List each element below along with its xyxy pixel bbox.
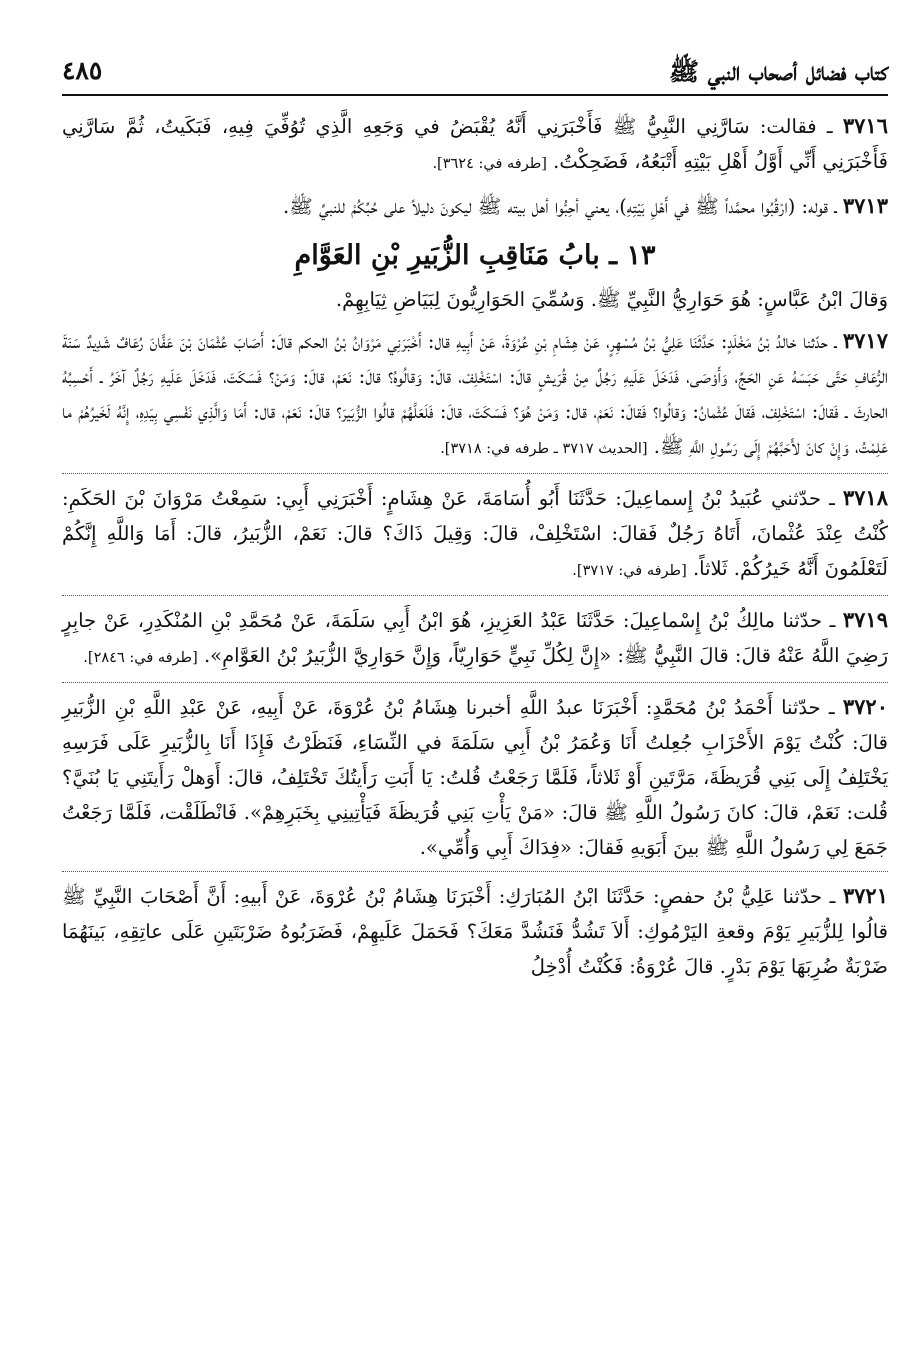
- hadith-3721: [62, 878, 888, 984]
- hadith-3713: [62, 188, 888, 224]
- page-content: [62, 108, 888, 990]
- hadith-number: ٣٧٢١: [842, 883, 888, 908]
- hadith-3716: [62, 108, 888, 182]
- book-page: [62, 44, 888, 1344]
- cross-reference: [طرفه في: ٣٦٢٤].: [432, 156, 547, 172]
- hadith-text: ـ فقالت: سَارَّنِي النَّبِيُّ ﷺ فَأَخْبَرَنِي أَنَّهُ يُقْبَضُ في وَجَعِهِ الَّذِي تُوُفِّيَ فِيهِ، فَبَكَيتُ، ثُمَّ سَارَّنِي فَأَخْبَرَنِي أَنِّي أَوَّلُ أَهْلِ بَيْتِهِ أَتْبَعُهُ، فَضَحِكْتُ.: [62, 115, 888, 173]
- hadith-separator: [62, 871, 888, 872]
- hadith-number: ٣٧١٨: [842, 485, 888, 510]
- hadith-number: ٣٧١٧: [842, 328, 888, 353]
- page-number: ٤٨٥: [62, 56, 103, 85]
- hadith-number: ٣٧١٦: [842, 113, 888, 138]
- hadith-separator: [62, 473, 888, 474]
- hadith-3720: [62, 689, 888, 865]
- hadith-text: ـ قوله: (ارْقُبُوا محمَّداً ﷺ في أَهْلِ بَيْتِهِ)، يعني أحِبُّوا أهل بيته ﷺ ليكونَ دليلاً على حُبِّكُمْ للنبيِّ ﷺ.: [283, 195, 837, 218]
- header-rule: [62, 94, 888, 96]
- hadith-text: ـ حدّثنا عَلِيُّ بْنُ حفصٍ: حَدَّثَنَا ابْنُ المُبَارَكِ: أَخْبَرَنَا هِشَامُ بْنُ عُرْوَةَ، عَنْ أَبيهِ: أَنَّ أَصْحَابَ النَّبِيِّ ﷺ قالُوا لِلزُّبَيرِ يَوْمَ وقعةِ اليَرْمُوكِ: أَلاَ تَشُدُّ فَنَشُدَّ مَعَكَ؟ فَحَمَلَ عَلَيهِمْ، فَضَرَبُوهُ ضَرْبَتَينِ عَلَى عاتِقِهِ، بَينَهُمَا ضَرْبَةٌ ضُرِبَهَا يَوْمَ بَدْرٍ. قالَ عُرْوَةُ: فَكُنْتُ أُدْخِلُ: [62, 885, 888, 978]
- hadith-text: ـ حدّثنا أَحْمَدُ بْنُ مُحَمَّدٍ: أَخْبَرَنَا عبدُ اللَّهِ أخبرنا هِشَامُ بْنُ عُرْوَةَ، عَنْ أَبِيهِ، عَنْ عَبْدِ اللَّهِ بْنِ الزُّبَيرِ قالَ: كُنْتُ يَوْمَ الأَحْزَابِ جُعِلتُ أَنَا وَعُمَرُ بْنُ أَبِي سَلَمَةَ في النِّسَاءِ، فَنَظَرْتُ فَإِذَا أَنَا بِالزُّبَيرِ عَلَى فَرَسِهِ يَخْتَلِفُ إِلَى بَنِي قُرَيظَةَ، مَرَّتَينِ أَوْ ثَلاثاً، فَلَمَّا رَجَعْتُ قُلتُ: يَا أَبَتِ رَأَيتُكَ تَخْتَلِفُ، قالَ: أَوَهلْ رَأَيتَنِي يَا بُنَيَّ؟ قُلت: نَعَمْ، قالَ: كانَ رَسُولُ اللَّهِ ﷺ قالَ: «مَنْ يَأْتِ بَنِي قُرَيظَةَ فَيَأْتِينِي بِخَبَرِهِمْ». فَانْطَلَقْت، فَلَمَّا رَجَعْتُ جَمَعَ لِي رَسُولُ اللَّهِ ﷺ بينَ أَبَوَيهِ فَقالَ: «فِدَاكَ أَبِي وَأُمِّي».: [62, 696, 888, 859]
- running-title: كتاب فضائل أصحاب النبي ﷺ: [668, 57, 888, 86]
- hadith-3718: [62, 480, 888, 589]
- hadith-3717: [62, 323, 888, 467]
- cross-reference: [طرفه في: ٢٨٤٦].: [83, 650, 198, 666]
- hadith-text: ـ حدّثنا مالِكُ بْنُ إِسْماعِيلَ: حَدَّثَنَا عَبْدُ العَزِيزِ، هُوَ ابْنُ أَبِي سَلَمَةَ، عَنْ مُحَمَّدِ بْنِ المُنْكَدِرِ، عَنْ جابِرٍ رَضِيَ اللَّهُ عَنْهُ قالَ: قالَ النَّبِيُّ ﷺ: «إِنَّ لِكُلِّ نَبِيٍّ حَوَارِيّاً، وَإِنَّ حَوَارِيَّ الزُّبَيرُ بْنُ العَوَّامِ».: [62, 609, 888, 667]
- page-header: [62, 44, 888, 92]
- hadith-number: ٣٧٢٠: [842, 694, 888, 719]
- intro-text: وَقالَ ابْنُ عَبَّاسٍ: هُوَ حَوَارِيُّ النَّبِيِّ ﷺ. وَسُمِّيَ الحَوَارِيُّونَ لِبَيَاضِ ثِيَابِهِمْ.: [335, 288, 888, 311]
- hadith-3719: [62, 602, 888, 676]
- hadith-separator: [62, 682, 888, 683]
- chapter-intro: [62, 282, 888, 317]
- cross-reference: [طرفه في: ٣٧١٧].: [572, 563, 687, 579]
- cross-reference: [الحديث ٣٧١٧ ـ طرفه في: ٣٧١٨].: [440, 441, 648, 457]
- hadith-number: ٣٧١٣: [842, 193, 888, 218]
- chapter-title: ١٣ ـ بابُ مَنَاقِبِ الزُّبَيرِ بْنِ العَوَّامِ: [294, 240, 656, 271]
- hadith-text: ـ حدّثنا خالدُ بْنُ مَخْلَدٍ: حَدَّثَنَا عَلِيُّ بْنُ مُسْهِرٍ، عَنْ هِشَامِ بْنِ عُرْوَةَ، عَنْ أَبِيهِ قال: أَخْبَرَنِي مَرْوَانُ بْنُ الحكم قالَ: أَصَابَ عُثْمَانَ بْنَ عَفَّانَ رُعَافٌ شَدِيدٌ سَنَةَ الرُّعَافِ حَتَّى حَبَسَهُ عَنِ الحَجِّ، وَأَوْصَى، فَدَخَلَ عَلَيهِ رَجُلٌ مِنْ قُرَيشٍ قالَ: اسْتَخْلِفْ، قالَ: وَقالُوهُ؟ قالَ: نَعَمْ، قالَ: وَمَنْ؟ فَسَكَتَ، فَدَخَلَ عَلَيهِ رَجُلٌ آخَرُ ـ أَحْسِبُهُ الحارثَ ـ فَقالَ: اسْتَخْلِفْ، فَقالَ عُثْمانُ: وَقالُوا؟ فَقالَ: نَعَمْ، قال: وَمَنْ هُوَ؟ فَسَكَتَ، قالَ: فَلَعَلَّهُمْ قالُوا الزُّبَيرَ؟ قالَ: نَعَمْ، قال: أَمَا وَالَّذِي نَفْسِي بِيَدِهِ، إِنَّهُ لَخَيرُهُمْ ما عَلِمْتُ، وَإِنْ كانَ لأَحَبَّهُمْ إِلَى رَسُولِ اللَّهِ ﷺ.: [62, 330, 888, 458]
- hadith-text: ـ حدّثني عُبَيدُ بْنُ إِسماعِيلَ: حَدَّثَنَا أَبُو أُسَامَةَ، عَنْ هِشَامٍ: أَخْبَرَنِي أَبِي: سَمِعْتُ مَرْوَانَ بْنَ الحَكَمِ: كُنْتُ عِنْدَ عُثْمانَ، أَتَاهُ رَجُلٌ فَقالَ: اسْتَخْلِفْ، قالَ: وَقِيلَ ذَاكَ؟ قالَ: نَعَمْ، الزُّبَيرُ، قالَ: أَمَا وَاللَّهِ إِنَّكُمْ لَتَعْلَمُونَ أَنَّهُ خَيرُكُمْ. ثَلاثاً.: [62, 487, 888, 580]
- hadith-separator: [62, 595, 888, 596]
- hadith-number: ٣٧١٩: [842, 607, 888, 632]
